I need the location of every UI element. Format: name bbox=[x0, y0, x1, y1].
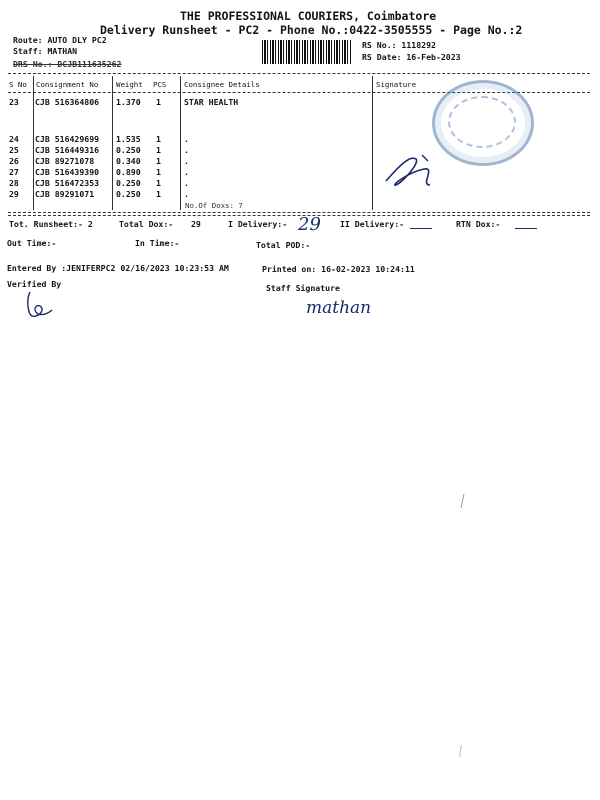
table-row-sno: 24 bbox=[9, 134, 19, 144]
company-stamp bbox=[448, 96, 516, 148]
table-row-consignment: CJB 516439390 bbox=[35, 167, 100, 177]
col-header-sno: S No bbox=[9, 80, 27, 89]
total-dox-value: 29 bbox=[191, 219, 201, 229]
col-header-consignment: Consignment No bbox=[36, 80, 99, 89]
drs-number: DRS No.: DCJB111635262 bbox=[13, 59, 122, 69]
table-row-consignment: CJB 516472353 bbox=[35, 178, 100, 188]
col-header-weight: Weight bbox=[116, 80, 143, 89]
staff-signature-label: Staff Signature bbox=[266, 283, 340, 293]
rtn-dox-label: RTN Dox:- bbox=[456, 219, 501, 229]
table-row-sno: 28 bbox=[9, 178, 19, 188]
table-row-weight: 0.890 bbox=[116, 167, 141, 177]
divider-top bbox=[8, 73, 590, 74]
barcode-image bbox=[262, 40, 352, 64]
total-pod: Total POD:- bbox=[256, 240, 311, 250]
table-row-consignee: . bbox=[184, 156, 189, 166]
verifier-signature bbox=[22, 288, 56, 322]
company-title: THE PROFESSIONAL COURIERS, Coimbatore bbox=[180, 9, 437, 23]
i-delivery-value: 29 bbox=[298, 214, 321, 235]
consignee-signature bbox=[380, 145, 450, 193]
table-row-pcs: 1 bbox=[156, 178, 161, 188]
table-row-pcs: 1 bbox=[156, 145, 161, 155]
rs-date: RS Date: 16-Feb-2023 bbox=[362, 52, 461, 62]
col-header-pcs: PCS bbox=[153, 80, 167, 89]
verified-by: Verified By bbox=[7, 279, 62, 289]
col-header-signature: Signature bbox=[376, 80, 417, 89]
col-divider bbox=[33, 76, 34, 210]
in-time: In Time:- bbox=[135, 238, 180, 248]
entered-by: Entered By :JENIFERPC2 02/16/2023 10:23:53 AM bbox=[7, 263, 229, 273]
table-row-weight: 1.370 bbox=[116, 97, 141, 107]
table-row-sno: 23 bbox=[9, 97, 19, 107]
table-row-pcs: 1 bbox=[156, 134, 161, 144]
ii-delivery-label: II Delivery:- bbox=[340, 219, 405, 229]
table-row-pcs: 1 bbox=[156, 167, 161, 177]
table-row-weight: 0.340 bbox=[116, 156, 141, 166]
table-row-consignment: CJB 516429699 bbox=[35, 134, 100, 144]
out-time: Out Time:- bbox=[7, 238, 57, 248]
table-row-sno: 25 bbox=[9, 145, 19, 155]
tot-runsheet: Tot. Runsheet:- 2 bbox=[9, 219, 93, 229]
table-row-sno: 29 bbox=[9, 189, 19, 199]
rs-number: RS No.: 1118292 bbox=[362, 40, 436, 50]
rtn-dox-dash bbox=[515, 228, 537, 229]
table-row-pcs: 1 bbox=[156, 189, 161, 199]
staff-signature: mathan bbox=[306, 298, 372, 318]
divider-table-bottom bbox=[8, 212, 590, 213]
table-row-weight: 0.250 bbox=[116, 145, 141, 155]
table-row-pcs: 1 bbox=[156, 156, 161, 166]
i-delivery-label: I Delivery:- bbox=[228, 219, 288, 229]
table-row-consignee: . bbox=[184, 145, 189, 155]
col-divider bbox=[112, 76, 113, 210]
table-row-consignment: CJB 89291071 bbox=[35, 189, 95, 199]
ii-delivery-dash bbox=[410, 228, 432, 229]
col-header-consignee: Consignee Details bbox=[184, 80, 260, 89]
table-row-weight: 1.535 bbox=[116, 134, 141, 144]
route-label: Route: AUTO DLY PC2 bbox=[13, 35, 107, 45]
printed-on: Printed on: 16-02-2023 10:24:11 bbox=[262, 264, 415, 274]
staff-label: Staff: MATHAN bbox=[13, 46, 78, 56]
table-row-consignee: STAR HEALTH bbox=[184, 97, 239, 107]
table-row-consignee: . bbox=[184, 167, 189, 177]
table-row-sno: 27 bbox=[9, 167, 19, 177]
table-row-consignment: CJB 516364806 bbox=[35, 97, 100, 107]
table-row-consignment: CJB 516449316 bbox=[35, 145, 100, 155]
runsheet-subtitle: Delivery Runsheet - PC2 - Phone No.:0422-3505555 - Page No.:2 bbox=[100, 23, 523, 37]
col-divider bbox=[372, 76, 373, 210]
table-row-pcs: 1 bbox=[156, 97, 161, 107]
stray-mark bbox=[461, 494, 465, 508]
table-row-consignment: CJB 89271078 bbox=[35, 156, 95, 166]
table-row-consignee: . bbox=[184, 178, 189, 188]
no-of-doxs: No.Of Doxs: 7 bbox=[185, 201, 243, 210]
table-row-consignee: . bbox=[184, 189, 189, 199]
table-row-weight: 0.250 bbox=[116, 189, 141, 199]
table-row-weight: 0.250 bbox=[116, 178, 141, 188]
col-divider bbox=[180, 76, 181, 210]
total-dox-label: Total Dox:- bbox=[119, 219, 174, 229]
table-row-sno: 26 bbox=[9, 156, 19, 166]
table-row-consignee: . bbox=[184, 134, 189, 144]
stray-mark bbox=[459, 745, 462, 757]
